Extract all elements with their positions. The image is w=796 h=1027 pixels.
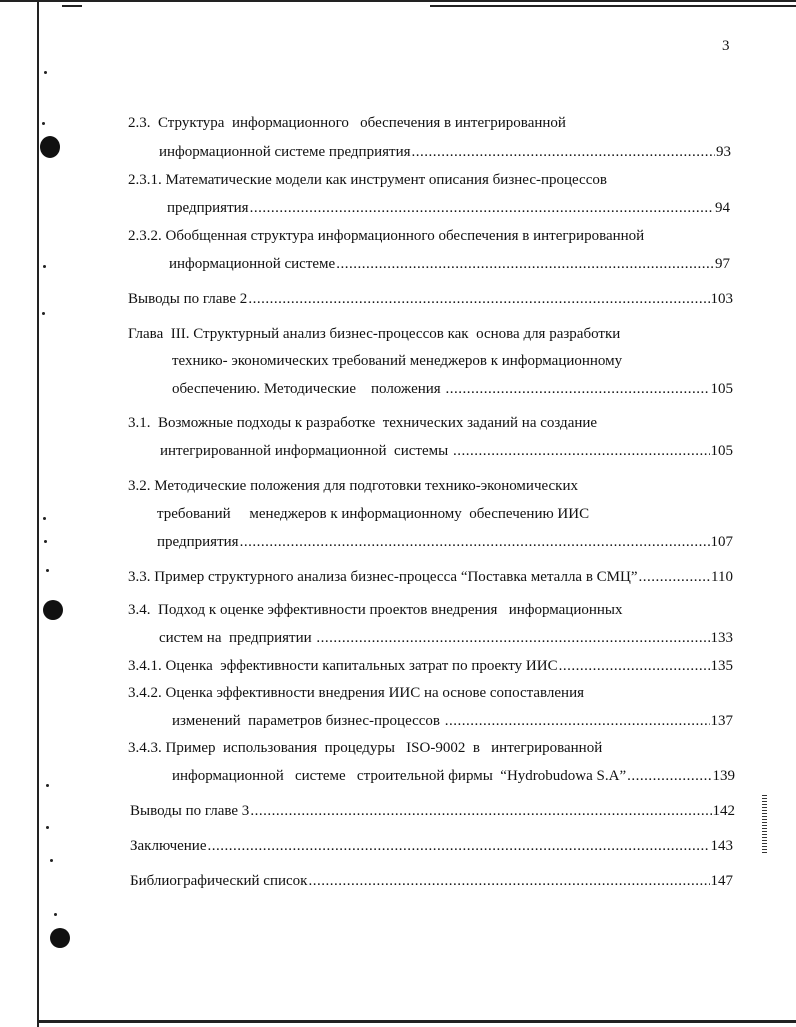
toc-entry-text: 2.3.2. Обобщенная структура информационного обеспечения в интегрированной (128, 228, 645, 244)
toc-entry (128, 114, 728, 132)
toc-page-number: 142 (712, 803, 735, 819)
toc-page-number: 105 (710, 381, 733, 397)
toc-entry-text: предприятия (167, 200, 249, 216)
toc-page-number: 110 (711, 569, 733, 585)
leader-dots (445, 380, 709, 398)
leader-dots (308, 872, 709, 890)
toc-entry (128, 477, 728, 495)
toc-entry (128, 684, 728, 702)
toc-entry-text: изменений параметров бизнес-процессов (172, 713, 444, 729)
toc-entry (130, 837, 733, 855)
toc-entry (172, 712, 733, 730)
toc-entry (128, 171, 738, 189)
toc-page-number: 94 (715, 200, 730, 216)
page-number: 3 (722, 38, 730, 54)
toc-entry-text: 3.4.3. Пример использования процедуры ISO-9002 в интегрированной (128, 740, 603, 756)
leader-dots (250, 199, 714, 217)
toc-entry (172, 767, 735, 785)
leader-dots (248, 290, 709, 308)
toc-page-number: 133 (710, 630, 733, 646)
toc-entry (172, 380, 733, 398)
toc-entry-text: 3.3. Пример структурного анализа бизнес-процесса “Поставка металла в СМЦ” (128, 569, 638, 585)
toc-entry-text: информационной системе предприятия (159, 144, 411, 160)
toc-page-number: 139 (712, 768, 735, 784)
toc-entry (128, 601, 728, 619)
toc-page-number: 143 (710, 838, 733, 854)
leader-dots (445, 712, 710, 730)
toc-entry-text: обеспечению. Методические положения (172, 381, 445, 397)
toc-entry (130, 802, 735, 820)
leader-dots (559, 657, 710, 675)
toc-page-number: 93 (716, 144, 731, 160)
toc-entry-text: предприятия (157, 534, 239, 550)
toc-entry (128, 414, 728, 432)
toc-page-number: 105 (710, 443, 733, 459)
toc-entry (160, 442, 733, 460)
toc-entry (157, 505, 737, 523)
leader-dots (627, 767, 711, 785)
toc-entry-text: информационной системе строительной фирмы “Hydrobudowa S.A” (172, 768, 627, 784)
toc-entry-text: требований менеджеров к информационному обеспечению ИИС (157, 506, 590, 522)
toc-entry (128, 290, 733, 308)
toc-entry-text: 2.3.1. Математические модели как инструмент описания бизнес-процессов (128, 172, 607, 188)
toc-entry-text: систем на предприятии (159, 630, 316, 646)
leader-dots (412, 143, 716, 161)
toc-entry (167, 199, 730, 217)
toc-entry-text: информационной системе (169, 256, 336, 272)
toc-entry-text: 2.3. Структура информационного обеспечения в интегрированной (128, 115, 566, 131)
toc-entry (128, 657, 733, 675)
toc-page-number: 103 (710, 291, 733, 307)
toc-entry-text: технико- экономических требований менеджеров к информационному (172, 353, 623, 369)
leader-dots (336, 255, 714, 273)
toc-entry-text: 3.4. Подход к оценке эффективности проектов внедрения информационных (128, 602, 623, 618)
toc-entry (130, 872, 733, 890)
toc-entry (128, 325, 728, 343)
toc-entry-text: интегрированной информационной системы (160, 443, 452, 459)
toc-entry-text: Библиографический список (130, 873, 308, 889)
toc-entry (128, 739, 738, 757)
toc-entry-text: 3.2. Методические положения для подготовки технико-экономических (128, 478, 578, 494)
toc-entry (157, 533, 733, 551)
toc-entry (128, 227, 748, 245)
toc-entry-text: 3.4.1. Оценка эффективности капитальных затрат по проекту ИИС (128, 658, 558, 674)
leader-dots (639, 568, 711, 586)
leader-dots (250, 802, 711, 820)
toc-entry (169, 255, 730, 273)
toc-entry (172, 352, 732, 370)
toc-entry (159, 629, 733, 647)
toc-entry-text: Глава III. Структурный анализ бизнес-процессов как основа для разработки (128, 326, 621, 342)
leader-dots (316, 629, 709, 647)
toc-page-number: 137 (710, 713, 733, 729)
toc-page-number: 135 (710, 658, 733, 674)
toc-entry-text: Выводы по главе 2 (128, 291, 248, 307)
leader-dots (240, 533, 710, 551)
toc-entry-text: Выводы по главе 3 (130, 803, 250, 819)
toc-page-number: 97 (715, 256, 730, 272)
toc-entry (128, 568, 733, 586)
toc-page-number: 147 (710, 873, 733, 889)
toc-page-number: 107 (710, 534, 733, 550)
toc-entry-text: 3.4.2. Оценка эффективности внедрения ИИС на основе сопоставления (128, 685, 584, 701)
toc-entry (159, 143, 731, 161)
toc-entry-text: 3.1. Возможные подходы к разработке технических заданий на создание (128, 415, 598, 431)
leader-dots (208, 837, 710, 855)
toc-entry-text: Заключение (130, 838, 207, 854)
leader-dots (453, 442, 710, 460)
